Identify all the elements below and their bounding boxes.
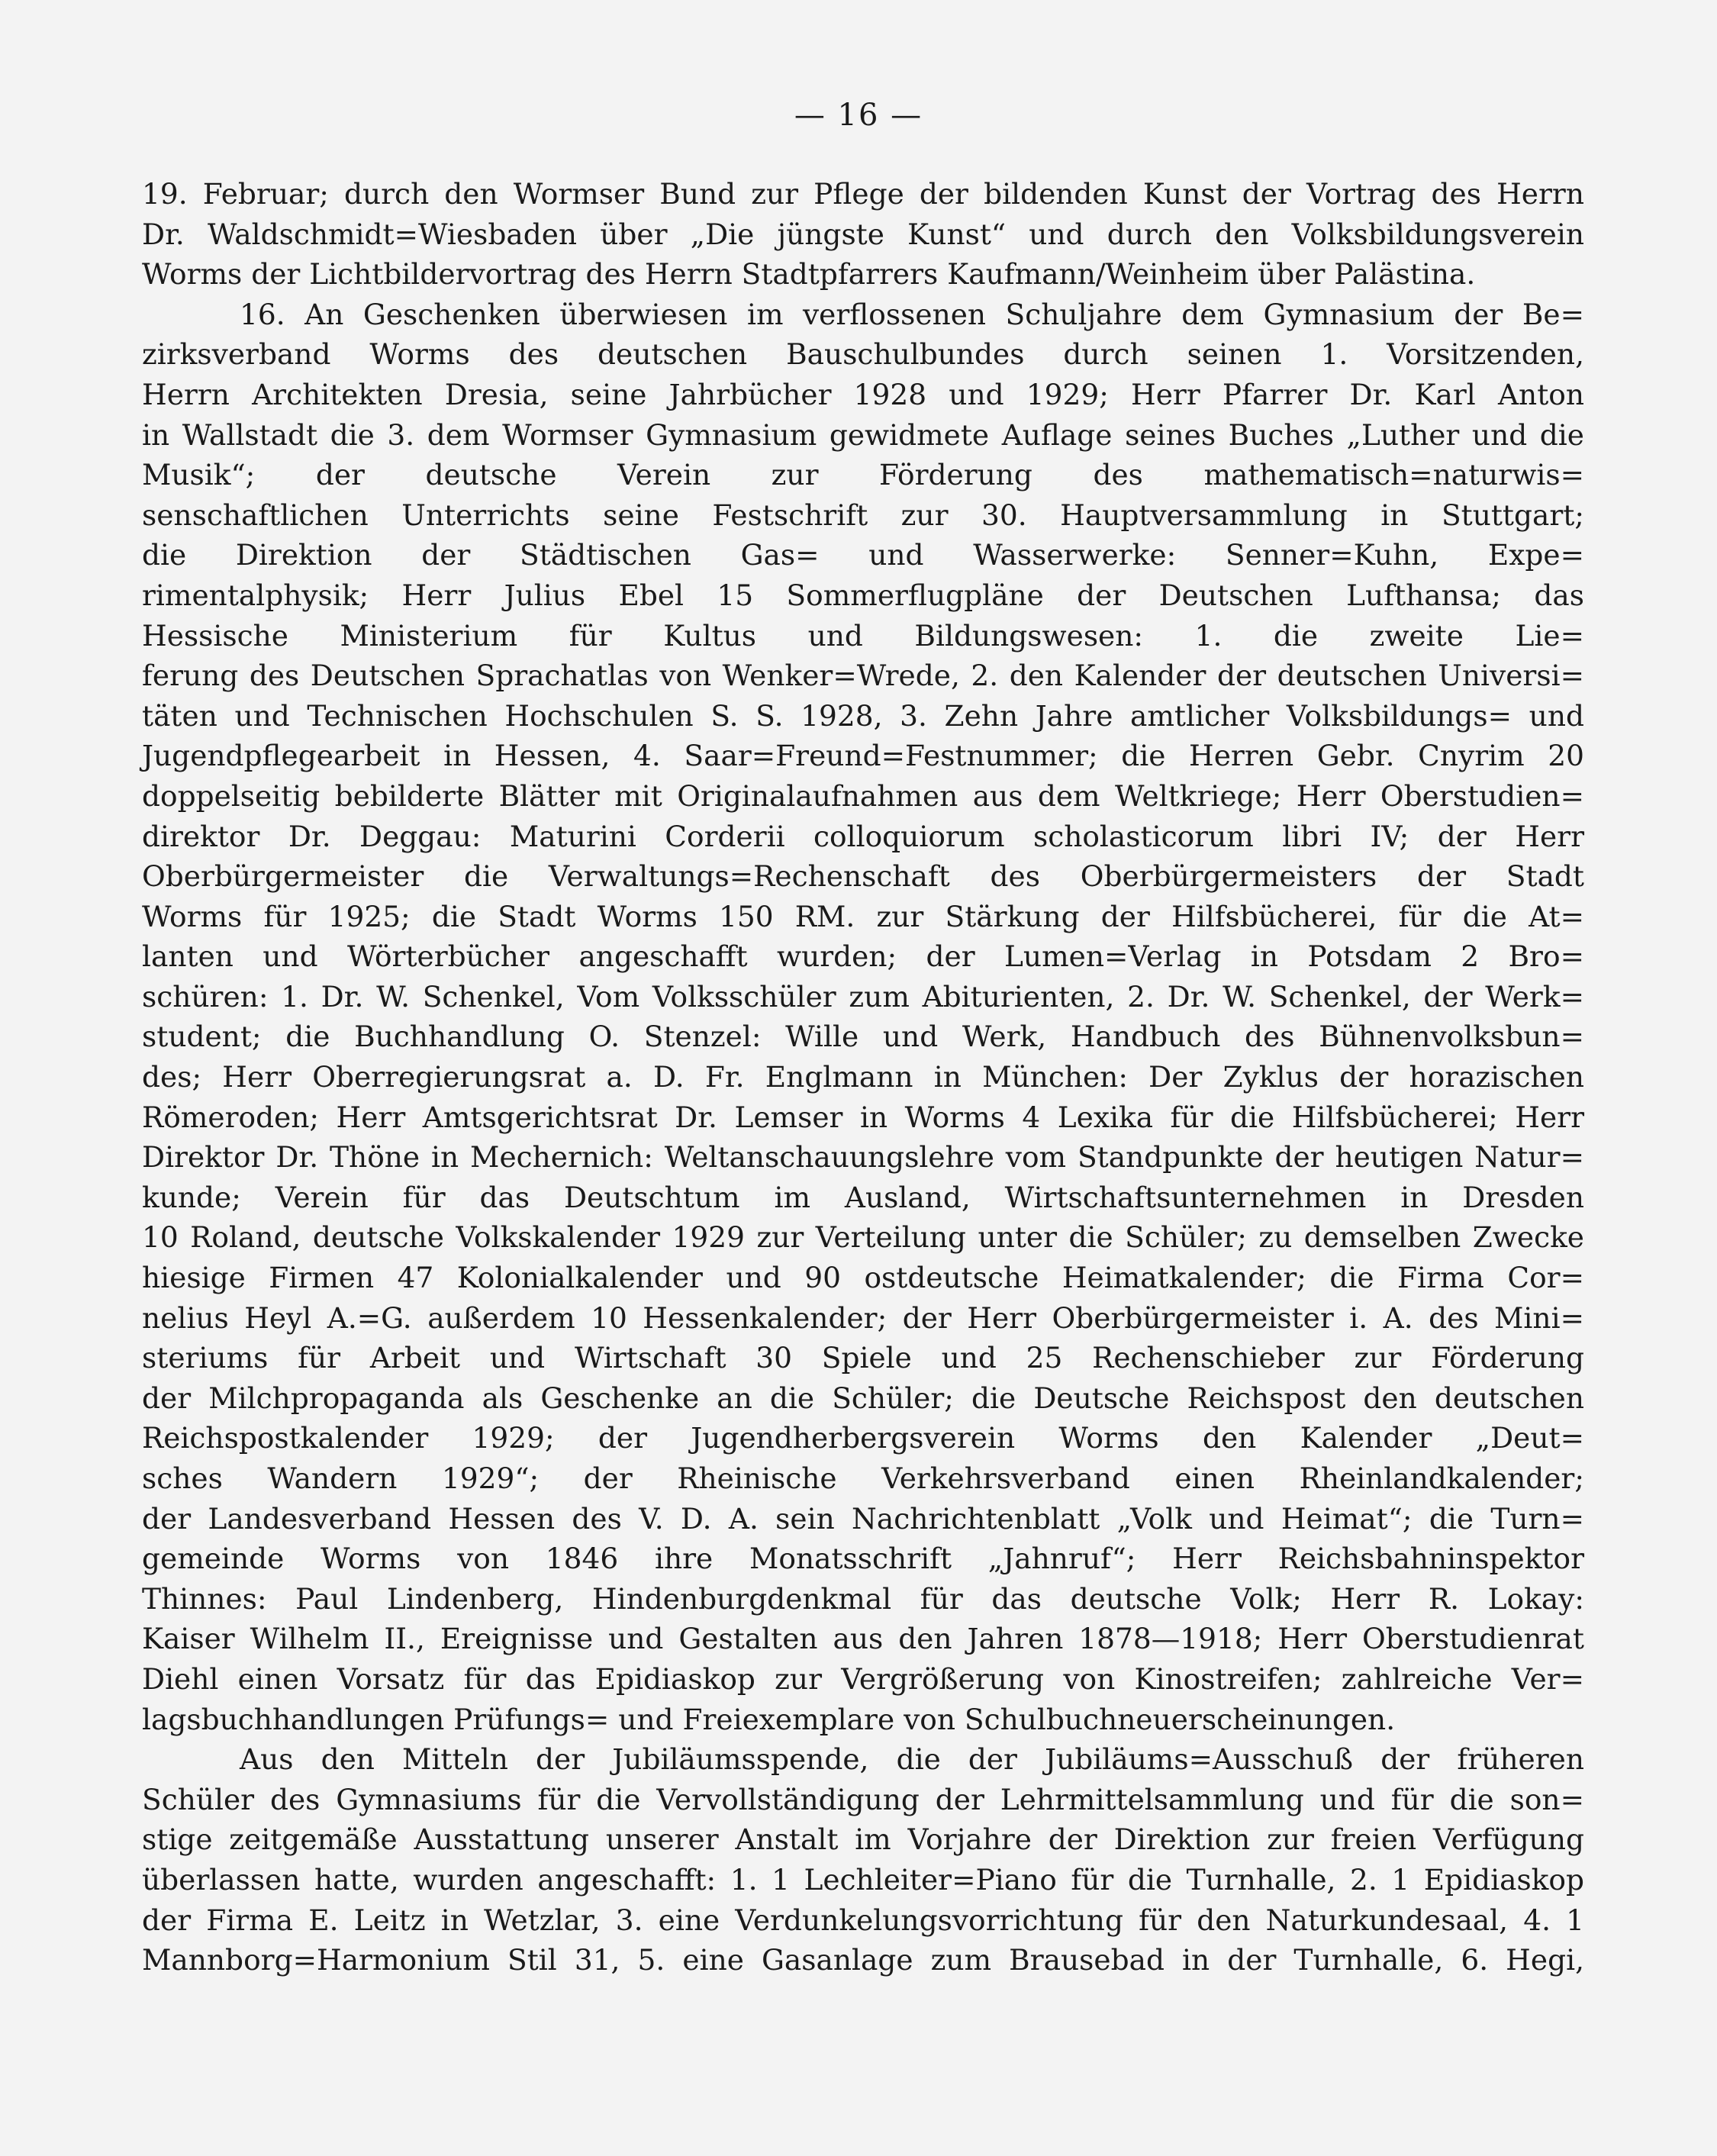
text-line: kunde; Verein für das Deutschtum im Ausland, Wirtschaftsunternehmen in Dresden [142, 1180, 1584, 1214]
text-line: nelius Heyl A.=G. außerdem 10 Hessenkalender; der Herr Oberbürgermeister i. A. des Mini= [142, 1300, 1584, 1335]
text-line: des; Herr Oberregierungsrat a. D. Fr. Englmann in München: Der Zyklus der horazischen [142, 1060, 1584, 1094]
text-line: lagsbuchhandlungen Prüfungs= und Freiexemplare von Schulbuchneuerscheinungen. [142, 1702, 1396, 1736]
text-line: die Direktion der Städtischen Gas= und Wasserwerke: Senner=Kuhn, Expe= [142, 538, 1584, 572]
text-line: zirksverband Worms des deutschen Bauschulbundes durch seinen 1. Vorsitzenden, [142, 337, 1584, 372]
text-line: Direktor Dr. Thöne in Mechernich: Weltanschauungslehre vom Standpunkte der heutigen Natur= [142, 1140, 1584, 1175]
text-line: 19. Februar; durch den Wormser Bund zur Pflege der bildenden Kunst der Vortrag des Herrn [142, 177, 1584, 211]
text-line: Reichspostkalender 1929; der Jugendherbergsverein Worms den Kalender „Deut= [142, 1421, 1584, 1455]
text-line: in Wallstadt die 3. dem Wormser Gymnasium gewidmete Auflage seines Buches „Luther und die [142, 417, 1584, 452]
text-line: Dr. Waldschmidt=Wiesbaden über „Die jüngste Kunst“ und durch den Volksbildungsverein [142, 217, 1584, 251]
text-line: Worms der Lichtbildervortrag des Herrn Stadtpfarrers Kaufmann/Weinheim über Palästina. [142, 257, 1476, 292]
text-line: täten und Technischen Hochschulen S. S. 1928, 3. Zehn Jahre amtlicher Volksbildungs= und [142, 698, 1584, 733]
text-line: Oberbürgermeister die Verwaltungs=Rechenschaft des Oberbürgermeisters der Stadt [142, 859, 1584, 894]
text-line: schüren: 1. Dr. W. Schenkel, Vom Volksschüler zum Abiturienten, 2. Dr. W. Schenkel, der Werk= [142, 979, 1584, 1014]
text-line: ferung des Deutschen Sprachatlas von Wenker=Wrede, 2. den Kalender der deutschen Universi= [142, 659, 1584, 693]
text-line: Aus den Mitteln der Jubiläumsspende, die der Jubiläums=Ausschuß der früheren [240, 1742, 1584, 1777]
body-text [142, 174, 1584, 1980]
text-line: Kaiser Wilhelm II., Ereignisse und Gestalten aus den Jahren 1878—1918; Herr Oberstudienrat [142, 1622, 1584, 1656]
text-line: sches Wandern 1929“; der Rheinische Verkehrsverband einen Rheinlandkalender; [142, 1462, 1584, 1495]
text-line: doppelseitig bebilderte Blätter mit Originalaufnahmen aus dem Weltkriege; Herr Oberstudien= [142, 778, 1584, 813]
text-line: Schüler des Gymnasiums für die Vervollständigung der Lehrmittelsammlung und für die son= [142, 1782, 1584, 1816]
text-line: direktor Dr. Deggau: Maturini Corderii colloquiorum scholasticorum libri IV; der Herr [142, 819, 1584, 853]
text-line: Mannborg=Harmonium Stil 31, 5. eine Gasanlage zum Brausebad in der Turnhalle, 6. Hegi, [142, 1943, 1584, 1977]
text-line: Römeroden; Herr Amtsgerichtsrat Dr. Lemser in Worms 4 Lexika für die Hilfsbücherei; Herr [142, 1100, 1584, 1134]
text-line: überlassen hatte, wurden angeschafft: 1. 1 Lechleiter=Piano für die Turnhalle, 2. 1 Epidiaskop [142, 1862, 1584, 1897]
text-line: 16. An Geschenken überwiesen im verflossenen Schuljahre dem Gymnasium der Be= [240, 297, 1584, 331]
text-line: der Landesverband Hessen des V. D. A. sein Nachrichtenblatt „Volk und Heimat“; die Turn= [142, 1501, 1584, 1536]
text-line: Jugendpflegearbeit in Hessen, 4. Saar=Freund=Festnummer; die Herren Gebr. Cnyrim 20 [142, 739, 1584, 773]
text-line: student; die Buchhandlung O. Stenzel: Wille und Werk, Handbuch des Bühnenvolksbun= [142, 1020, 1584, 1054]
text-line: stige zeitgemäße Ausstattung unserer Anstalt im Vorjahre der Direktion zur freien Verfügung [142, 1822, 1584, 1857]
text-line: Musik“; der deutsche Verein zur Förderung des mathematisch=naturwis= [142, 458, 1584, 492]
text-line: rimentalphysik; Herr Julius Ebel 15 Sommerflugpläne der Deutschen Lufthansa; das [142, 578, 1584, 612]
text-line: der Firma E. Leitz in Wetzlar, 3. eine Verdunkelungsvorrichtung für den Naturkundesaal, 4. 1 [142, 1903, 1584, 1937]
text-line: gemeinde Worms von 1846 ihre Monatsschrift „Jahnruf“; Herr Reichsbahninspektor [142, 1542, 1584, 1576]
page-number: — 16 — [794, 98, 923, 133]
text-line: Hessische Ministerium für Kultus und Bildungswesen: 1. die zweite Lie= [142, 618, 1584, 653]
text-line: hiesige Firmen 47 Kolonialkalender und 90 ostdeutsche Heimatkalender; die Firma Cor= [142, 1261, 1584, 1295]
text-line: lanten und Wörterbücher angeschafft wurden; der Lumen=Verlag in Potsdam 2 Bro= [142, 939, 1584, 974]
text-line: Herrn Architekten Dresia, seine Jahrbücher 1928 und 1929; Herr Pfarrer Dr. Karl Anton [142, 377, 1584, 411]
text-line: 10 Roland, deutsche Volkskalender 1929 zur Verteilung unter die Schüler; zu demselben Zwecke [142, 1220, 1584, 1255]
text-line: steriums für Arbeit und Wirtschaft 30 Spiele und 25 Rechenschieber zur Förderung [142, 1341, 1584, 1375]
text-line: Diehl einen Vorsatz für das Epidiaskop zur Vergrößerung von Kinostreifen; zahlreiche Ver= [142, 1661, 1584, 1696]
text-line: Worms für 1925; die Stadt Worms 150 RM. zur Stärkung der Hilfsbücherei, für die At= [142, 899, 1584, 933]
text-line: der Milchpropaganda als Geschenke an die Schüler; die Deutsche Reichspost den deutschen [142, 1381, 1584, 1415]
text-line: Thinnes: Paul Lindenberg, Hindenburgdenkmal für das deutsche Volk; Herr R. Lokay: [142, 1581, 1584, 1616]
text-line: senschaftlichen Unterrichts seine Festschrift zur 30. Hauptversammlung in Stuttgart; [142, 498, 1584, 532]
